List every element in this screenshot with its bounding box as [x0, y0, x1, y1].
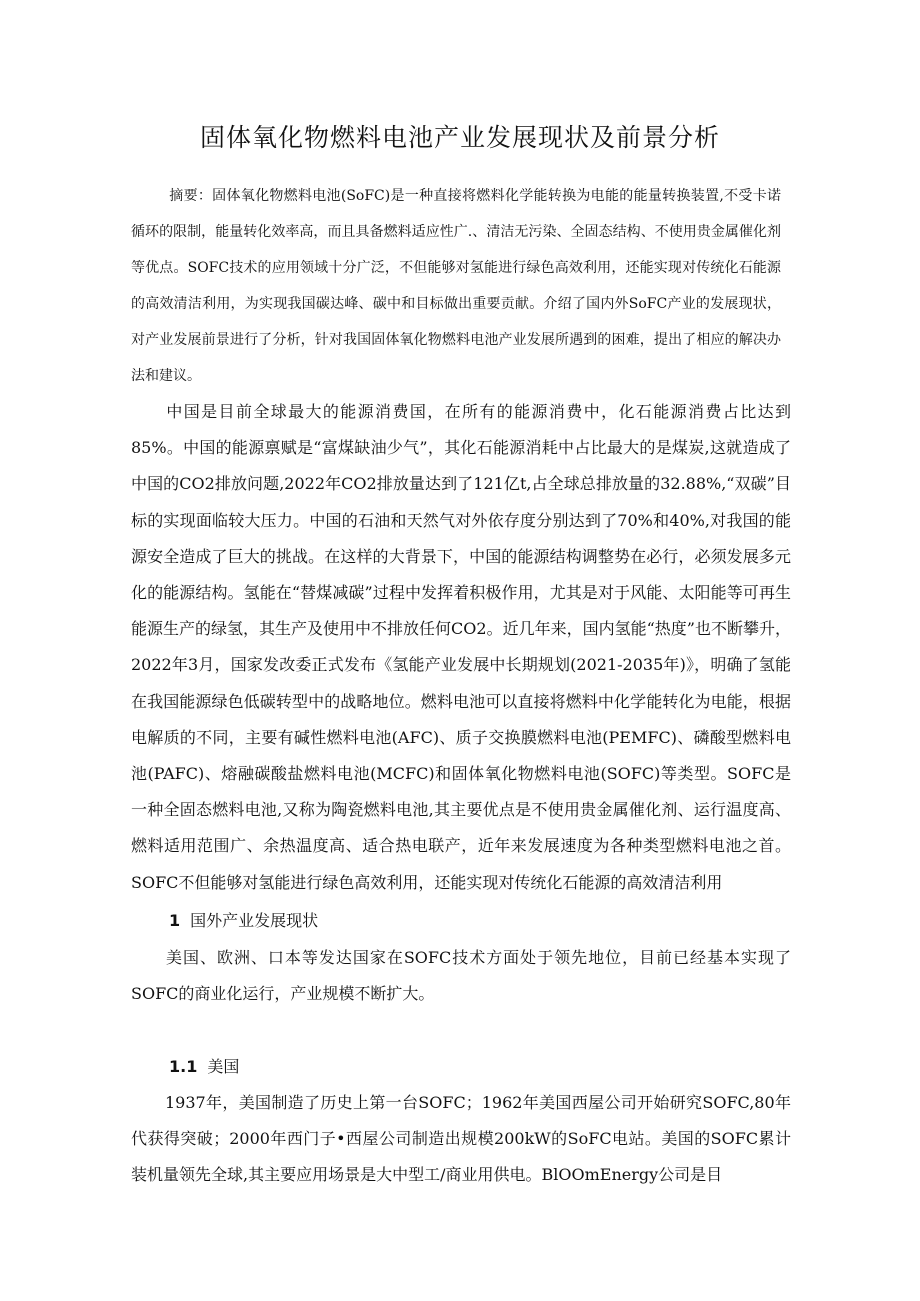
document-title: 固体氧化物燃料电池产业发展现状及前景分析 — [199, 123, 720, 152]
abstract-paragraph — [131, 178, 781, 394]
section-1-1-number: 1.1 — [169, 1057, 198, 1076]
intro-text: 中国是目前全球最大的能源消费国，在所有的能源消费中，化石能源消费占比达到85%。中国的能源禀赋是“富煤缺油少气”，其化石能源消耗中占比最大的是煤炭,这就造成了中国的CO2排放问题,2022年CO2排放量达到了121亿t,占全球总排放量的32.88%,“双碳”目标的实现面临较大压力。中国的石油和天然气对外依存度分别达到了70%和40%,对我国的能源安全造成了巨大的挑战。在这样的大背景下，中国的能源结构调整势在必行，必须发展多元化的能源结构。氢能在“替煤减碳”过程中发挥着积极作用，尤其是对于风能、太阳能等可再生能源生产的绿氢，其生产及使用中不排放任何CO2。近几年来，国内氢能“热度”也不断攀升，2022年3月，国家发改委正式发布《氢能产业发展中长期规划(2021-2035年)》，明确了氢能在我国能源绿色低碳转型中的战略地位。燃料电池可以直接将燃料中化学能转化为电能，根据电解质的不同，主要有碱性燃料电池(AFC)、质子交换膜燃料电池(PEMFC)、磷酸型燃料电池(PAFC)、熔融碳酸盐燃料电池(MCFC)和固体氧化物燃料电池(SOFC)等类型。SOFC是一种全固态燃料电池,又称为陶瓷燃料电池,其主要优点是不使用贵金属催化剂、运行温度高、燃料适用范围广、余热温度高、适合热电联产，近年来发展速度为各种类型燃料电池之首。SOFC不但能够对氢能进行绿色高效利用，还能实现对传统化石能源的高效清洁利用 — [131, 402, 791, 892]
section-1-heading — [169, 903, 318, 939]
abstract-text: 摘要：固体氧化物燃料电池(SoFC)是一种直接将燃料化学能转换为电能的能量转换装置,不受卡诺循环的限制，能量转化效率高，而且具备燃料适应性广.、清洁无污染、全固态结构、不使用贵金属催化剂等优点。SOFC技术的应用领域十分广泛，不但能够对氢能进行绿色高效利用，还能实现对传统化石能源的高效清洁利用，为实现我国碳达峰、碳中和目标做出重要贡献。介绍了国内外SoFC产业的发展现状，对产业发展前景进行了分析，针对我国固体氧化物燃料电池产业发展所遇到的困难，提出了相应的解决办法和建议。 — [131, 188, 781, 384]
section-1-1-text: 1937年，美国制造了历史上第一台SOFC；1962年美国西屋公司开始研究SOFC,80年代获得突破；2000年西门子•西屋公司制造出规模200kW的SoFC电站。美国的SOFC累计装机量领先全球,其主要应用场景是大中型工/商业用供电。BlOOmEnergy公司是目 — [131, 1093, 791, 1185]
intro-paragraph — [131, 394, 791, 901]
section-1-paragraph — [131, 940, 791, 1012]
section-1-1-paragraph — [131, 1085, 791, 1194]
section-1-title: 国外产业发展现状 — [190, 911, 319, 930]
section-1-text: 美国、欧洲、口本等发达国家在SOFC技术方面处于领先地位，目前已经基本实现了SOFC的商业化运行，产业规模不断扩大。 — [131, 948, 791, 1004]
section-1-1-title: 美国 — [207, 1057, 240, 1076]
section-1-number: 1 — [169, 911, 181, 930]
section-1-1-heading — [169, 1049, 239, 1085]
